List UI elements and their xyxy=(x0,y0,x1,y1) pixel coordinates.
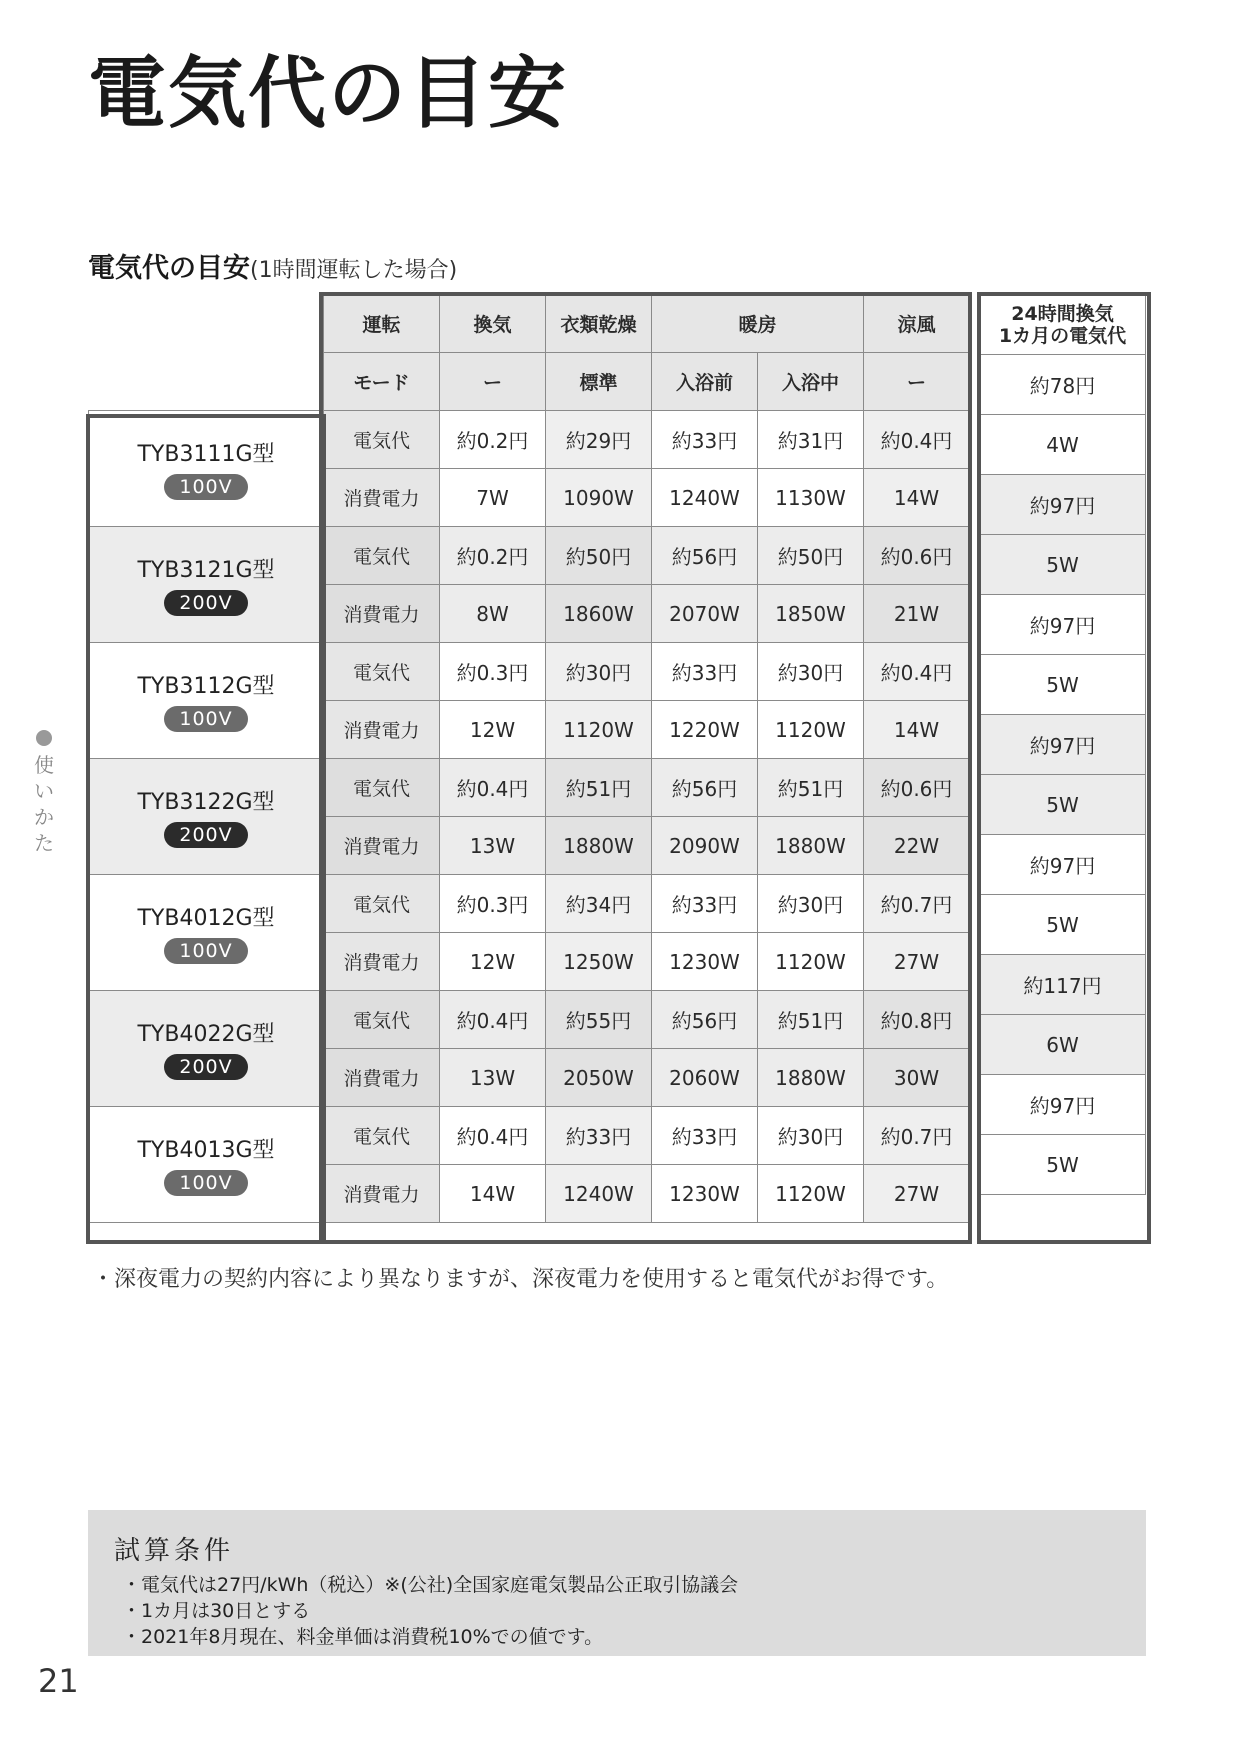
cost-cell: 約56円 xyxy=(652,991,758,1049)
cost-cell: 約50円 xyxy=(758,527,864,585)
row-label-power: 消費電力 xyxy=(324,701,440,759)
model-name: TYB3112G型 xyxy=(137,674,275,699)
table-row xyxy=(980,415,1146,475)
monthly-cost-cell: 約97円 xyxy=(980,475,1146,535)
side-index-char: 使 xyxy=(34,753,54,777)
model-cell xyxy=(89,875,324,991)
table-row xyxy=(89,759,970,817)
bullet-icon xyxy=(36,730,52,746)
monthly-power-cell: 5W xyxy=(980,1135,1146,1195)
row-label-power: 消費電力 xyxy=(324,585,440,643)
cost-cell: 約0.7円 xyxy=(864,1107,970,1165)
monthly-power-cell: 5W xyxy=(980,775,1146,835)
electricity-cost-table xyxy=(88,294,970,1223)
power-cell: 1120W xyxy=(546,701,652,759)
page-title: 電気代の目安 xyxy=(88,49,569,139)
side-index-char: い xyxy=(34,779,54,803)
cost-cell: 約33円 xyxy=(652,411,758,469)
cost-cell: 約0.4円 xyxy=(864,411,970,469)
cost-cell: 約34円 xyxy=(546,875,652,933)
row-label-power: 消費電力 xyxy=(324,933,440,991)
voltage-badge: 100V xyxy=(164,1170,248,1196)
power-cell: 12W xyxy=(440,701,546,759)
header-mode-cell: 入浴前 xyxy=(652,353,758,411)
power-cell: 7W xyxy=(440,469,546,527)
cost-cell: 約33円 xyxy=(546,1107,652,1165)
monthly-cost-cell: 約78円 xyxy=(980,355,1146,415)
row-label-cost: 電気代 xyxy=(324,759,440,817)
model-cell xyxy=(89,527,324,643)
side-index-text xyxy=(32,752,56,856)
side-header-line: 1カ月の電気代 xyxy=(998,324,1127,347)
monthly-cost-cell: 約97円 xyxy=(980,835,1146,895)
section-heading-note: (1時間運転した場合) xyxy=(250,258,458,283)
cost-cell: 約0.4円 xyxy=(440,759,546,817)
cost-cell: 約0.4円 xyxy=(864,643,970,701)
conditions-title: 試算条件 xyxy=(114,1536,235,1566)
power-cell: 1850W xyxy=(758,585,864,643)
side-header xyxy=(980,295,1146,355)
table-row xyxy=(89,1107,970,1165)
cost-cell: 約33円 xyxy=(652,643,758,701)
power-cell: 1250W xyxy=(546,933,652,991)
model-name: TYB4013G型 xyxy=(137,1138,275,1163)
header-mode-cell: 入浴中 xyxy=(758,353,864,411)
cost-cell: 約51円 xyxy=(758,759,864,817)
condition-item: ・電気代は27円/kWh（税込）※(公社)全国家庭電気製品公正取引協議会 xyxy=(122,1574,739,1596)
model-name: TYB3121G型 xyxy=(137,558,275,583)
model-cell xyxy=(89,991,324,1107)
model-name: TYB4022G型 xyxy=(137,1022,275,1047)
cost-cell: 約33円 xyxy=(652,1107,758,1165)
cost-cell: 約0.8円 xyxy=(864,991,970,1049)
row-label-power: 消費電力 xyxy=(324,817,440,875)
power-cell: 1220W xyxy=(652,701,758,759)
condition-item: ・1カ月は30日とする xyxy=(122,1600,311,1622)
table-row xyxy=(980,1075,1146,1135)
table-row xyxy=(980,655,1146,715)
table-row xyxy=(89,643,970,701)
cost-cell: 約0.4円 xyxy=(440,991,546,1049)
cost-cell: 約30円 xyxy=(758,1107,864,1165)
power-cell: 1120W xyxy=(758,1165,864,1223)
side-index-char: か xyxy=(34,805,54,829)
row-label-cost: 電気代 xyxy=(324,875,440,933)
table-row xyxy=(980,835,1146,895)
cost-cell: 約0.6円 xyxy=(864,759,970,817)
cost-cell: 約33円 xyxy=(652,875,758,933)
power-cell: 13W xyxy=(440,1049,546,1107)
model-name: TYB4012G型 xyxy=(137,906,275,931)
cost-cell: 約51円 xyxy=(546,759,652,817)
cost-cell: 約0.7円 xyxy=(864,875,970,933)
power-cell: 14W xyxy=(864,469,970,527)
header-operation-cell: 暖房 xyxy=(652,295,864,353)
power-cell: 27W xyxy=(864,1165,970,1223)
power-cell: 30W xyxy=(864,1049,970,1107)
table-row xyxy=(980,1015,1146,1075)
side-index-char: た xyxy=(34,831,54,855)
model-cell xyxy=(89,411,324,527)
calculation-conditions-box xyxy=(88,1510,1146,1656)
side-header-line: 24時間換気 xyxy=(1011,302,1114,325)
power-cell: 1130W xyxy=(758,469,864,527)
power-cell: 1880W xyxy=(758,817,864,875)
voltage-badge: 100V xyxy=(164,706,248,732)
cost-cell: 約0.3円 xyxy=(440,875,546,933)
table-row xyxy=(89,991,970,1049)
model-cell xyxy=(89,1107,324,1223)
model-name: TYB3111G型 xyxy=(137,442,275,467)
row-label-cost: 電気代 xyxy=(324,411,440,469)
monthly-power-cell: 5W xyxy=(980,895,1146,955)
voltage-badge: 100V xyxy=(164,938,248,964)
table-row xyxy=(980,955,1146,1015)
power-cell: 2060W xyxy=(652,1049,758,1107)
cost-cell: 約56円 xyxy=(652,527,758,585)
header-mode-cell: ー xyxy=(864,353,970,411)
side-index-tab xyxy=(32,730,56,856)
header-row-operation xyxy=(89,295,970,353)
cost-cell: 約0.6円 xyxy=(864,527,970,585)
voltage-badge: 200V xyxy=(164,822,248,848)
condition-item: ・2021年8月現在、料金単価は消費税10%での値です。 xyxy=(122,1626,604,1648)
power-cell: 8W xyxy=(440,585,546,643)
monthly-cost-cell: 約97円 xyxy=(980,595,1146,655)
cost-cell: 約29円 xyxy=(546,411,652,469)
power-cell: 14W xyxy=(864,701,970,759)
monthly-power-cell: 4W xyxy=(980,415,1146,475)
row-label-power: 消費電力 xyxy=(324,1165,440,1223)
power-cell: 1230W xyxy=(652,933,758,991)
power-cell: 2090W xyxy=(652,817,758,875)
row-label-power: 消費電力 xyxy=(324,469,440,527)
header-mode-cell: ー xyxy=(440,353,546,411)
power-cell: 1090W xyxy=(546,469,652,527)
row-label-cost: 電気代 xyxy=(324,527,440,585)
header-operation-cell: 涼風 xyxy=(864,295,970,353)
model-cell xyxy=(89,759,324,875)
voltage-badge: 200V xyxy=(164,1054,248,1080)
table-row xyxy=(980,475,1146,535)
cost-cell: 約30円 xyxy=(546,643,652,701)
power-cell: 1880W xyxy=(546,817,652,875)
table-row xyxy=(89,527,970,585)
cost-cell: 約51円 xyxy=(758,991,864,1049)
monthly-cost-cell: 約97円 xyxy=(980,715,1146,775)
section-heading-main: 電気代の目安 xyxy=(88,253,250,284)
power-cell: 12W xyxy=(440,933,546,991)
power-cell: 2070W xyxy=(652,585,758,643)
power-cell: 1240W xyxy=(546,1165,652,1223)
monthly-cost-cell: 約97円 xyxy=(980,1075,1146,1135)
table-row xyxy=(980,775,1146,835)
cost-cell: 約30円 xyxy=(758,643,864,701)
power-cell: 14W xyxy=(440,1165,546,1223)
table-row xyxy=(980,535,1146,595)
monthly-power-cell: 5W xyxy=(980,535,1146,595)
table-row xyxy=(980,595,1146,655)
monthly-cost-table xyxy=(979,294,1146,1195)
table-row xyxy=(89,411,970,469)
monthly-power-cell: 6W xyxy=(980,1015,1146,1075)
power-cell: 1120W xyxy=(758,701,864,759)
cost-cell: 約50円 xyxy=(546,527,652,585)
table-row xyxy=(980,1135,1146,1195)
power-cell: 21W xyxy=(864,585,970,643)
power-cell: 1230W xyxy=(652,1165,758,1223)
row-label-cost: 電気代 xyxy=(324,643,440,701)
power-cell: 27W xyxy=(864,933,970,991)
footnote: ・深夜電力の契約内容により異なりますが、深夜電力を使用すると電気代がお得です。 xyxy=(92,1267,949,1292)
cost-cell: 約56円 xyxy=(652,759,758,817)
power-cell: 2050W xyxy=(546,1049,652,1107)
cost-cell: 約0.2円 xyxy=(440,411,546,469)
model-cell xyxy=(89,643,324,759)
power-cell: 1120W xyxy=(758,933,864,991)
conditions-list xyxy=(122,1572,738,1650)
cost-cell: 約31円 xyxy=(758,411,864,469)
empty-corner xyxy=(89,295,324,411)
power-cell: 1880W xyxy=(758,1049,864,1107)
model-name: TYB3122G型 xyxy=(137,790,275,815)
row-label-cost: 電気代 xyxy=(324,1107,440,1165)
cost-cell: 約55円 xyxy=(546,991,652,1049)
section-heading xyxy=(88,246,457,285)
page-number: 21 xyxy=(38,1662,79,1700)
voltage-badge: 200V xyxy=(164,590,248,616)
voltage-badge: 100V xyxy=(164,474,248,500)
cost-cell: 約0.3円 xyxy=(440,643,546,701)
power-cell: 1860W xyxy=(546,585,652,643)
table-row xyxy=(980,715,1146,775)
cost-cell: 約0.4円 xyxy=(440,1107,546,1165)
row-label-power: 消費電力 xyxy=(324,1049,440,1107)
header-operation-cell: 換気 xyxy=(440,295,546,353)
header-operation-label: 運転 xyxy=(324,295,440,353)
row-label-cost: 電気代 xyxy=(324,991,440,1049)
header-mode-label: モード xyxy=(324,353,440,411)
header-operation-cell: 衣類乾燥 xyxy=(546,295,652,353)
table-row xyxy=(89,875,970,933)
table-row xyxy=(980,355,1146,415)
power-cell: 13W xyxy=(440,817,546,875)
cost-cell: 約0.2円 xyxy=(440,527,546,585)
power-cell: 1240W xyxy=(652,469,758,527)
monthly-power-cell: 5W xyxy=(980,655,1146,715)
table-row xyxy=(980,895,1146,955)
cost-cell: 約30円 xyxy=(758,875,864,933)
monthly-cost-cell: 約117円 xyxy=(980,955,1146,1015)
header-mode-cell: 標準 xyxy=(546,353,652,411)
power-cell: 22W xyxy=(864,817,970,875)
